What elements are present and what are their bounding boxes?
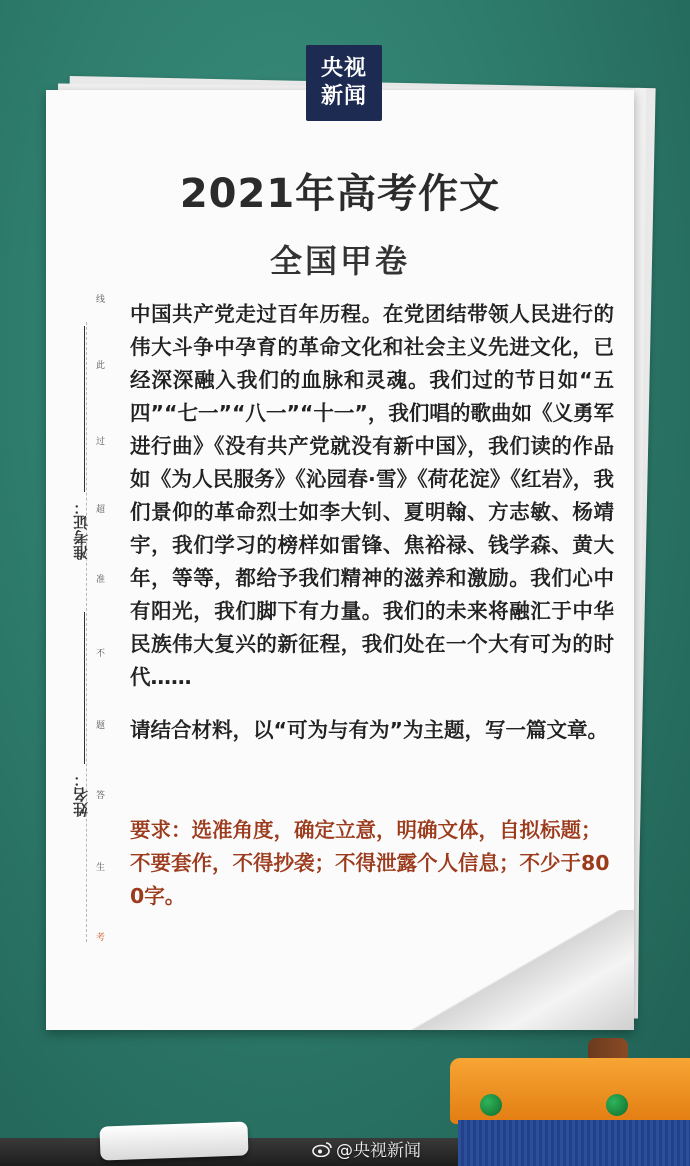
seal-char: 生 [96,863,106,873]
chalk-stick [99,1121,248,1160]
essay-requirement-text: 要求：选准角度，确定立意，明确文体，自拟标题；不要套作，不得抄袭；不得泄露个人信息；不少于800字。 [130,818,610,908]
eraser-felt [458,1120,690,1166]
seal-char: 不 [96,649,106,659]
page-title: 2021年高考作文 [179,171,501,217]
exam-id-label: 准考证： [72,500,90,560]
seal-char: 此 [96,361,106,371]
name-label: 姓名： [72,772,90,817]
weibo-icon [312,1141,332,1157]
weibo-watermark [312,1136,421,1161]
seal-char: 答 [96,791,106,801]
seal-char: 题 [96,721,106,731]
seal-char: 准 [96,575,106,585]
paper-curl-corner [410,910,634,1030]
seal-char: 考 [96,933,106,943]
exam-id-underline [84,326,85,492]
page-subtitle: 全国甲卷 [269,242,410,280]
essay-prompt-text: 请结合材料，以“可为与有为”为主题，写一篇文章。 [130,718,608,742]
watermark-text: @央视新闻 [336,1141,421,1161]
eraser-rivet-icon [606,1094,628,1116]
seal-char: 线 [96,295,106,305]
logo-line-2: 新闻 [320,84,367,109]
eraser-rivet-icon [480,1094,502,1116]
seal-char: 过 [96,437,106,447]
logo-line-1: 央视 [320,56,367,81]
name-underline [84,612,85,764]
binding-margin-dashed-line [86,322,87,942]
seal-char: 超 [96,505,106,515]
cctv-news-logo [306,45,382,121]
essay-material-text: 中国共产党走过百年历程。在党团结带领人民进行的伟大斗争中孕育的革命文化和社会主义先进文化，已经深深融入我们的血脉和灵魂。我们过的节日如“五四”“七一”“八一”“十一”，我们唱的歌曲如《义勇军进行曲》《没有共产党就没有新中国》，我们读的作品如《为人民服务》《沁园春·雪》《荷花淀》《红岩》，我们景仰的革命烈士如李大钊、夏明翰、方志敏、杨靖宇，我们学习的榜样如雷锋、焦裕禄、钱学森、黄大年，等等，都给予我们精神的滋养和激励。我们心中有阳光，我们脚下有力量。我们的未来将融汇于中华民族伟大复兴的新征程，我们处在一个大有可为的时代…… [130,302,614,689]
